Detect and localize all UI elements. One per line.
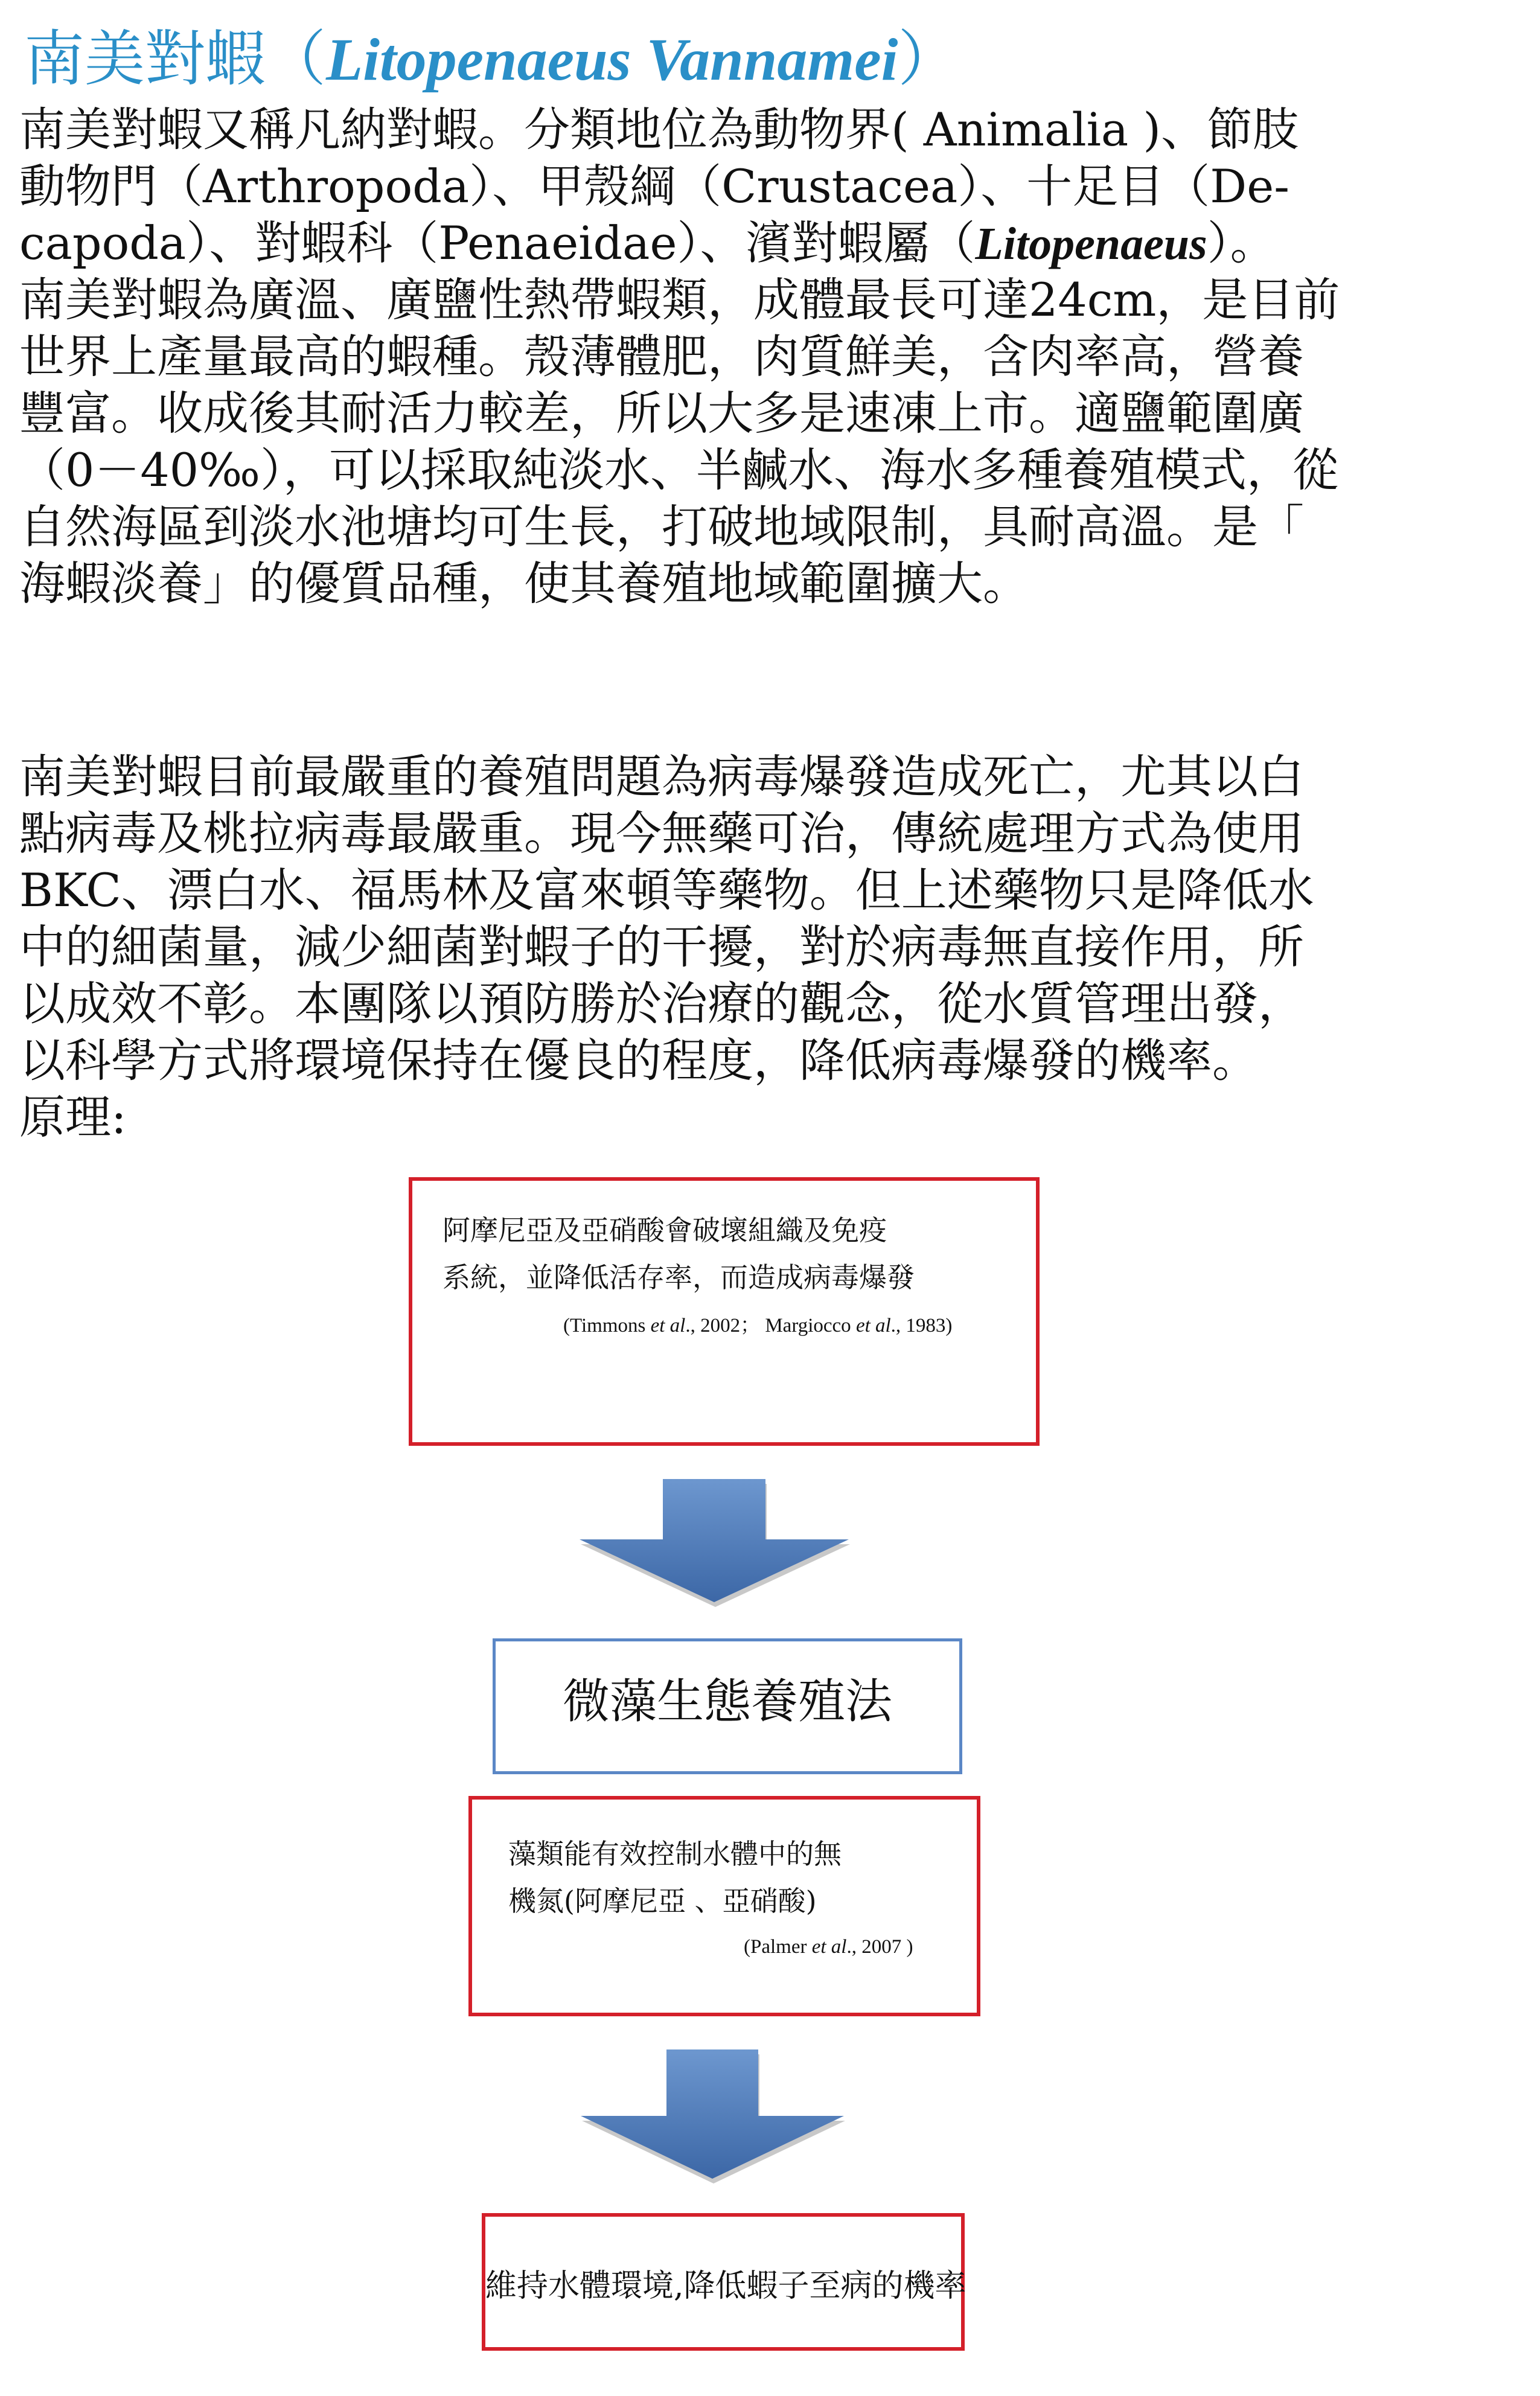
microalgae-method-box xyxy=(493,1638,962,1774)
citation-etal: et al xyxy=(650,1315,686,1337)
down-arrow-icon xyxy=(580,2049,869,2194)
problem-line: 點病毒及桃拉病毒最嚴重。現今無藥可治，傳統處理方式為使用 xyxy=(19,807,1304,860)
intro-line: （0－40‰），可以採取純淡水、半鹹水、海水多種養殖模式，從 xyxy=(19,443,1339,497)
principle-label: 原理: xyxy=(19,1090,127,1144)
page-title xyxy=(24,23,958,96)
citation xyxy=(563,1312,952,1339)
title-close: ） xyxy=(898,24,959,94)
citation-etal: et al xyxy=(811,1936,847,1958)
citation-text: (Palmer xyxy=(744,1936,812,1958)
title-chinese: 南美對蝦（ xyxy=(24,24,326,94)
citation-text: ., 2002； Margiocco xyxy=(685,1315,856,1337)
title-latin: Litopenaeus Vannamei xyxy=(326,26,898,93)
intro-line: 豐富。收成後其耐活力較差，所以大多是速凍上市。適鹽範圍廣 xyxy=(19,386,1304,440)
intro-paragraph xyxy=(19,101,1529,612)
citation xyxy=(744,1934,913,1960)
citation-etal: et al xyxy=(855,1315,891,1337)
flow-box-ammonia-damage xyxy=(409,1177,1040,1446)
flow-box-text: 阿摩尼亞及亞硝酸會破壞組織及免疫 xyxy=(443,1214,887,1247)
intro-line: 南美對蝦又稱凡納對蝦。分類地位為動物界( Animalia )、節肢 xyxy=(19,103,1299,156)
flow-box-text: 藻類能有效控制水體中的無 xyxy=(508,1838,842,1870)
intro-line: 世界上產量最高的蝦種。殼薄體肥，肉質鮮美，含肉率高，營養 xyxy=(19,330,1304,383)
citation-text: ., 2007 ) xyxy=(846,1936,913,1958)
flow-box-text: 系統，並降低活存率，而造成病毒爆發 xyxy=(443,1261,915,1294)
intro-line: 自然海區到淡水池塘均可生長，打破地域限制，具耐高溫。是「 xyxy=(19,500,1304,554)
problem-line: 中的細菌量，減少細菌對蝦子的干擾，對於病毒無直接作用，所 xyxy=(19,920,1304,974)
intro-text: ）。 xyxy=(1207,216,1276,270)
citation-text: ., 1983) xyxy=(890,1315,953,1337)
problem-line: 以成效不彰。本團隊以預防勝於治療的觀念，從水質管理出發， xyxy=(19,977,1304,1030)
problem-line: 以科學方式將環境保持在優良的程度，降低病毒爆發的機率。 xyxy=(19,1033,1258,1087)
result-label: 維持水體環境,降低蝦子至病的機率 xyxy=(485,2268,966,2304)
intro-line xyxy=(19,215,1529,272)
citation-text: (Timmons xyxy=(563,1315,651,1337)
genus-name: Litopenaeus xyxy=(975,219,1207,269)
intro-line: 動物門（Arthropoda）、甲殼綱（Crustacea）、十足目（De- xyxy=(19,159,1289,213)
method-label: 微藻生態養殖法 xyxy=(562,1675,892,1729)
intro-line: 南美對蝦為廣溫、廣鹽性熱帶蝦類，成體最長可達24cm，是目前 xyxy=(19,273,1340,327)
flow-box-text: 機氮(阿摩尼亞 、亞硝酸) xyxy=(508,1885,817,1917)
intro-line: 海蝦淡養」的優質品種，使其養殖地域範圍擴大。 xyxy=(19,557,1029,610)
problem-line: BKC、漂白水、福馬林及富來頓等藥物。但上述藥物只是降低水 xyxy=(19,863,1314,917)
down-arrow-icon xyxy=(580,1479,869,1618)
flow-box-algae-control xyxy=(468,1796,980,2016)
intro-text: capoda）、對蝦科（Penaeidae）、濱對蝦屬（ xyxy=(19,216,976,270)
problem-paragraph xyxy=(19,749,1529,1146)
flow-box-result xyxy=(482,2213,965,2351)
problem-line: 南美對蝦目前最嚴重的養殖問題為病毒爆發造成死亡，尤其以白 xyxy=(19,750,1304,803)
